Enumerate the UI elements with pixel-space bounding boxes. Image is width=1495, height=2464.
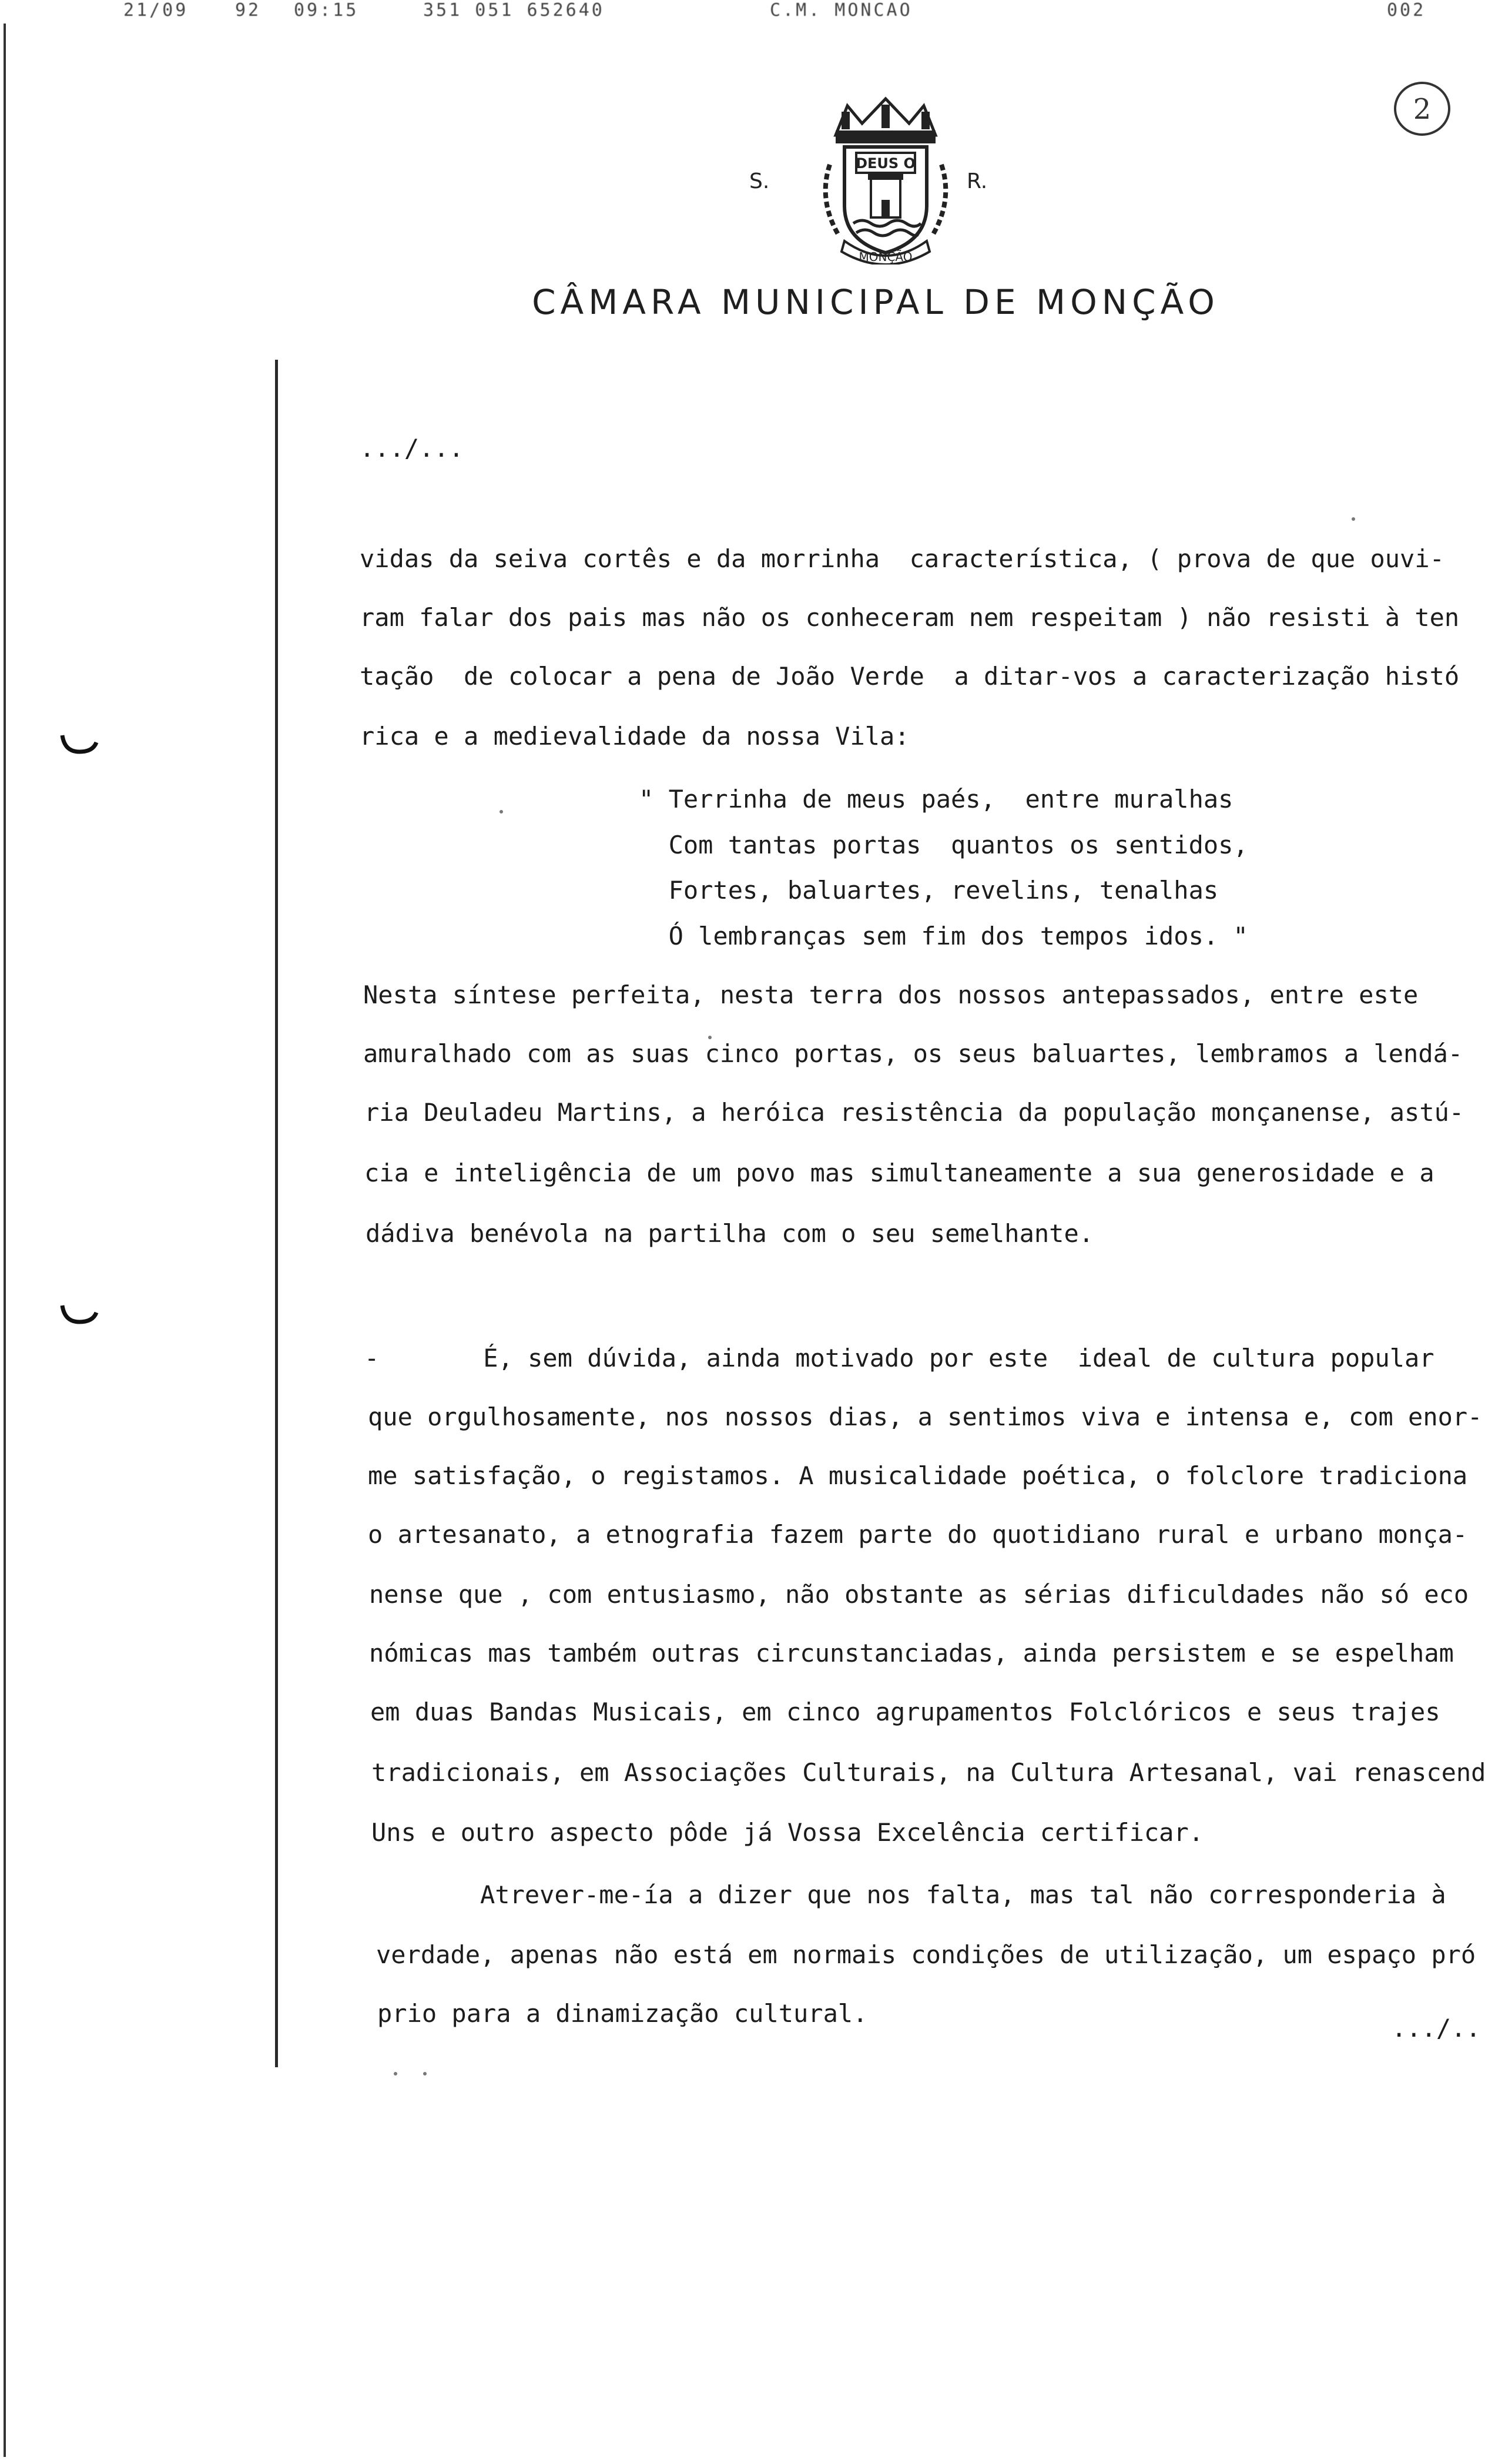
fax-header — [0, 0, 1495, 24]
poem-line: " Terrinha de meus paés, entre muralhas — [639, 785, 1233, 813]
fax-sender: C.M. MONCAO — [770, 0, 913, 21]
fax-date: 21/09 — [123, 0, 189, 21]
fax-time: 09:15 — [294, 0, 359, 21]
margin-rule — [275, 360, 278, 2067]
text-line: nómicas mas também outras circunstanciadas, ainda persistem e se espelham — [369, 1639, 1454, 1668]
text-line: amuralhado com as suas cinco portas, os seus baluartes, lembramos a lendá- — [363, 1039, 1463, 1068]
continuation-marker-bottom: .../.. — [1392, 2014, 1481, 2043]
text-line: nense que , com entusiasmo, não obstante as sérias dificuldades não só eco — [369, 1580, 1469, 1609]
crest-letter-left: S. — [749, 169, 770, 193]
text-line: Nesta síntese perfeita, nesta terra dos nossos antepassados, entre este — [363, 980, 1419, 1009]
text-line: - É, sem dúvida, ainda motivado por este ideal de cultura popular — [364, 1344, 1434, 1372]
scan-edge — [4, 24, 6, 2457]
text-line: ria Deuladeu Martins, a heróica resistência da população monçanense, astú- — [364, 1098, 1464, 1127]
text-line: Uns e outro aspecto pôde já Vossa Excelência certificar. — [371, 1818, 1204, 1847]
text-line: cia e inteligência de um povo mas simultaneamente a sua generosidade e a — [364, 1159, 1434, 1187]
text-line: rica e a medievalidade da nossa Vila: — [360, 722, 910, 751]
poem-line: Ó lembranças sem fim dos tempos idos. " — [639, 922, 1248, 950]
text-line: ram falar dos pais mas não os conheceram nem respeitam ) não resisti à ten — [360, 603, 1460, 632]
text-line: verdade, apenas não está em normais condições de utilização, um espaço pró — [376, 1940, 1476, 1969]
letterhead-title: CÂMARA MUNICIPAL DE MONÇÃO — [532, 282, 1219, 322]
text-line: em duas Bandas Musicais, em cinco agrupamentos Folclóricos e seus trajes — [370, 1698, 1440, 1726]
text-line: prio para a dinamização cultural. — [377, 1999, 868, 2028]
municipal-crest — [795, 94, 977, 265]
page-number-mark — [1390, 76, 1454, 141]
text-line: que orgulhosamente, nos nossos dias, a sentimos viva e intensa e, com enor- — [368, 1402, 1483, 1431]
text-line: o artesanato, a etnografia fazem parte do quotidiano rural e urbano monça- — [368, 1520, 1468, 1549]
scan-speck — [394, 2072, 397, 2075]
text-line: me satisfação, o registamos. A musicalidade poética, o folclore tradiciona — [368, 1461, 1468, 1490]
continuation-marker-top: .../... — [360, 434, 464, 463]
crest-banner-text: MONÇÃO — [859, 250, 913, 264]
punch-hole-mark — [59, 1302, 100, 1325]
fax-number: 351 051 652640 — [423, 0, 605, 21]
text-line: vidas da seiva cortês e da morrinha característica, ( prova de que ouvi- — [360, 544, 1444, 573]
scan-speck — [423, 2072, 427, 2075]
scan-speck — [1352, 517, 1355, 521]
crest-letter-right: R. — [967, 169, 988, 193]
scan-speck — [708, 1036, 712, 1039]
scan-speck — [500, 810, 503, 813]
text-line: tação de colocar a pena de João Verde a ditar-vos a caracterização histó — [360, 662, 1460, 691]
fax-page: 002 — [1387, 0, 1426, 21]
crest-motto: DEUS O — [856, 155, 916, 172]
page-mark-text: 2 — [1413, 93, 1432, 126]
text-line: dádiva benévola na partilha com o seu semelhante. — [366, 1219, 1094, 1248]
fax-year: 92 — [235, 0, 262, 21]
poem-line: Com tantas portas quantos os sentidos, — [639, 831, 1248, 859]
punch-hole-mark — [59, 732, 100, 755]
text-line: tradicionais, em Associações Culturais, na Cultura Artesanal, vai renascend — [371, 1758, 1486, 1787]
poem-line: Fortes, baluartes, revelins, tenalhas — [639, 876, 1219, 905]
text-line: Atrever-me-ía a dizer que nos falta, mas tal não corresponderia à — [376, 1880, 1446, 1909]
